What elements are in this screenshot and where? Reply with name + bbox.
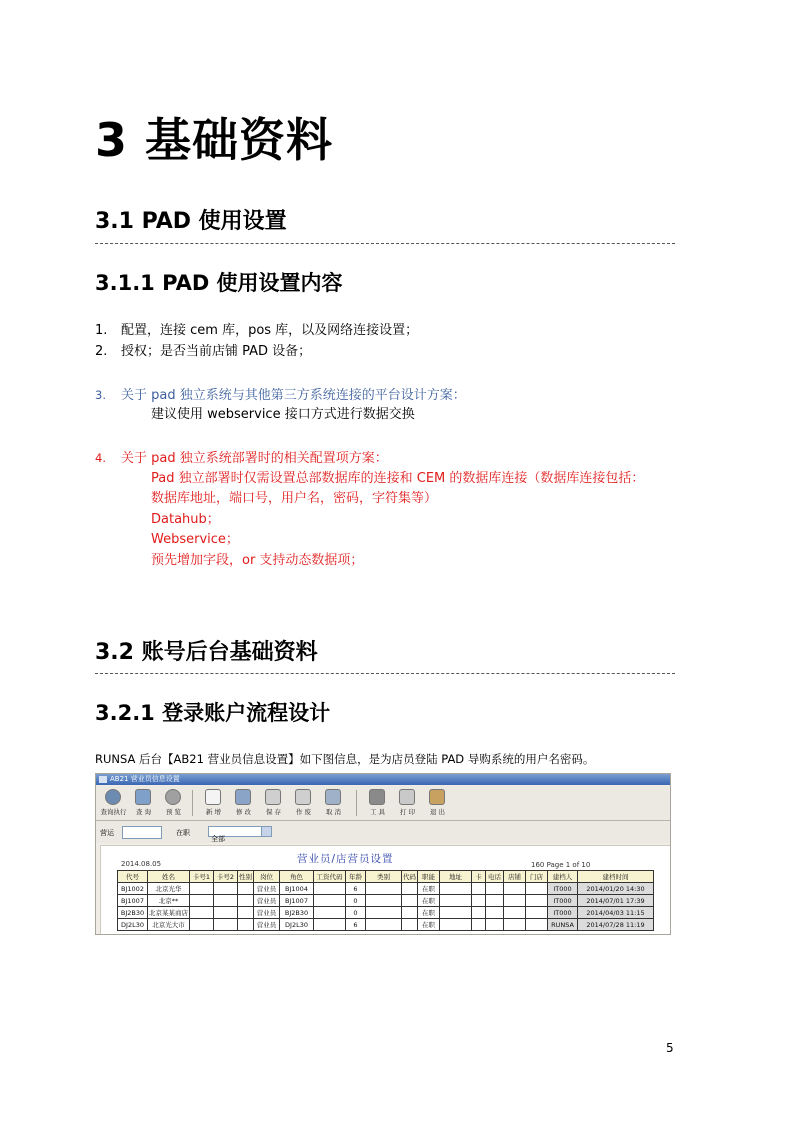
toolbar-separator: [192, 790, 193, 816]
table-cell: 北京**: [148, 895, 190, 907]
table-cell: [472, 883, 486, 895]
table-cell: 6: [346, 919, 366, 931]
table-cell: 北京某某商店: [148, 907, 190, 919]
list-item-3: [95, 385, 466, 406]
filter-label: 在职: [176, 829, 190, 837]
table-cell: 在职: [418, 907, 440, 919]
window-title: AB21 营业员信息设置: [110, 775, 180, 783]
section-title-3-1: 3.1 PAD 使用设置: [95, 209, 287, 234]
list-text: 关于 pad 独立系统部署时的相关配置项方案：: [121, 451, 388, 466]
report-sheet: [100, 845, 671, 935]
table-cell: [402, 907, 418, 919]
toolbar-button-label: 修 改: [235, 808, 252, 816]
table-cell: [214, 883, 238, 895]
table-cell: [526, 883, 548, 895]
report-page-info: 160 Page 1 of 10: [531, 861, 591, 869]
table-cell: [190, 907, 214, 919]
list-item-3-detail: 建议使用 webservice 接口方式进行数据交换: [151, 407, 415, 422]
table-cell: [190, 895, 214, 907]
table-cell: [238, 919, 254, 931]
table-cell: BJ2B30: [280, 907, 314, 919]
toolbar-button-label: 取 消: [325, 808, 342, 816]
table-cell: BJ1004: [280, 883, 314, 895]
toolbar-separator: [356, 790, 357, 816]
column-header: 卡: [472, 871, 486, 883]
column-header: 类别: [366, 871, 402, 883]
table-cell: BJ1007: [280, 895, 314, 907]
toolbar: [96, 786, 670, 821]
table-cell: IT000: [548, 907, 578, 919]
table-cell: [440, 919, 472, 931]
list-item-4-line: Datahub；: [151, 512, 220, 527]
table-cell: [402, 883, 418, 895]
chapter-heading: 3 基础资料: [95, 113, 334, 167]
column-header: 年龄: [346, 871, 366, 883]
table-cell: [486, 907, 504, 919]
window-icon: [99, 776, 107, 783]
table-cell: [440, 883, 472, 895]
status-select[interactable]: [208, 826, 272, 843]
column-header: 职能: [418, 871, 440, 883]
globe-gray-icon: [165, 789, 181, 805]
table-cell: [526, 907, 548, 919]
table-cell: [238, 895, 254, 907]
toolbar-button[interactable]: [160, 788, 187, 818]
toolbar-button[interactable]: [394, 788, 421, 818]
table-row[interactable]: [118, 907, 654, 919]
table-cell: [366, 907, 402, 919]
list-text: 配置，连接 cem 库，pos 库，以及网络连接设置；: [121, 323, 419, 338]
list-item: [95, 342, 311, 362]
table-cell: 6: [346, 883, 366, 895]
embedded-app-screenshot: [95, 773, 671, 935]
magnifier-icon: [135, 789, 151, 805]
table-cell: 营业员: [254, 919, 280, 931]
table-cell: BJ1002: [118, 883, 148, 895]
table-cell: [504, 883, 526, 895]
filter-label: 营运: [100, 829, 114, 837]
table-cell: [504, 895, 526, 907]
table-cell: IT000: [548, 895, 578, 907]
column-header: 店铺: [504, 871, 526, 883]
table-cell: 2014/01/20 14:30: [578, 883, 654, 895]
table-cell: 在职: [418, 883, 440, 895]
report-date: 2014.08.05: [121, 860, 162, 868]
table-cell: [526, 919, 548, 931]
table-cell: [440, 895, 472, 907]
table-cell: [190, 883, 214, 895]
column-header: 电话: [486, 871, 504, 883]
list-item-4-line: Webservice；: [151, 532, 239, 547]
column-header: 建档时间: [578, 871, 654, 883]
toolbar-button-label: 退 出: [429, 808, 446, 816]
table-cell: 2014/07/28 11:19: [578, 919, 654, 931]
section-divider: [95, 243, 675, 244]
list-item-4-line: Pad 独立部署时仅需设置总部数据库的连接和 CEM 的数据库连接（数据库连接包括：: [151, 471, 645, 486]
table-cell: [472, 907, 486, 919]
list-number: 3.: [95, 388, 106, 402]
table-cell: DJ2L30: [118, 919, 148, 931]
filter-bar: [96, 821, 670, 843]
globe-icon: [105, 789, 121, 805]
list-item: [95, 321, 418, 341]
table-cell: [214, 919, 238, 931]
filter-input[interactable]: [122, 826, 162, 839]
toolbar-button-label: 工 具: [369, 808, 386, 816]
status-select-value: 全部: [211, 835, 225, 843]
window-titlebar: [96, 774, 670, 785]
table-cell: [366, 895, 402, 907]
column-header: 性别: [238, 871, 254, 883]
table-cell: 营业员: [254, 883, 280, 895]
column-header: 岗位: [254, 871, 280, 883]
table-cell: [314, 919, 346, 931]
section-divider: [95, 673, 675, 674]
exit-door-icon: [429, 789, 445, 805]
toolbar-button-label: 打 印: [399, 808, 416, 816]
column-header: 建档人: [548, 871, 578, 883]
section-title-3-2: 3.2 账号后台基础资料: [95, 640, 318, 665]
page-number: 5: [666, 1041, 674, 1055]
table-cell: [486, 919, 504, 931]
table-cell: [366, 883, 402, 895]
printer-icon: [399, 789, 415, 805]
table-cell: 0: [346, 907, 366, 919]
table-cell: 2014/07/01 17:39: [578, 895, 654, 907]
table-cell: DJ2L30: [280, 919, 314, 931]
toolbar-button[interactable]: [230, 788, 257, 818]
table-cell: [526, 895, 548, 907]
toolbar-button[interactable]: [260, 788, 287, 818]
table-cell: 营业员: [254, 895, 280, 907]
intro-paragraph: RUNSA 后台【AB21 营业员信息设置】如下图信息，是为店员登陆 PAD 导购系统的用户名密码。: [95, 752, 595, 766]
table-row[interactable]: [118, 895, 654, 907]
table-cell: [440, 907, 472, 919]
column-header: 姓名: [148, 871, 190, 883]
chevron-down-icon[interactable]: [261, 827, 271, 836]
cancel-doc-icon: [295, 789, 311, 805]
table-cell: [472, 919, 486, 931]
table-cell: [314, 907, 346, 919]
column-header: 卡号2: [214, 871, 238, 883]
toolbar-button-label: 查 询: [135, 808, 152, 816]
staff-table: [117, 870, 654, 931]
table-cell: 0: [346, 895, 366, 907]
table-cell: [366, 919, 402, 931]
list-item-4-line: 数据库地址，端口号，用户名，密码，字符集等）: [151, 491, 438, 506]
subsection-title-3-1-1: 3.1.1 PAD 使用设置内容: [95, 271, 343, 295]
table-cell: 北京光大市: [148, 919, 190, 931]
toolbar-button[interactable]: [320, 788, 347, 818]
table-cell: BJ1007: [118, 895, 148, 907]
table-row[interactable]: [118, 919, 654, 931]
table-cell: [402, 895, 418, 907]
table-cell: [190, 919, 214, 931]
table-cell: [214, 895, 238, 907]
toolbar-button-label: 作 废: [295, 808, 312, 816]
column-header: 工资代码: [314, 871, 346, 883]
table-cell: [504, 907, 526, 919]
toolbar-button-label: 保 存: [265, 808, 282, 816]
table-cell: [238, 883, 254, 895]
list-item-4-line: 预先增加字段，or 支持动态数据项；: [151, 553, 364, 568]
toolbar-button[interactable]: [364, 788, 391, 818]
list-item-4: [95, 448, 388, 469]
table-cell: 2014/04/03 11:15: [578, 907, 654, 919]
table-cell: 北京光华: [148, 883, 190, 895]
column-header: 角色: [280, 871, 314, 883]
column-header: 代号: [118, 871, 148, 883]
table-cell: 营业员: [254, 907, 280, 919]
column-header: 卡号1: [190, 871, 214, 883]
table-cell: [486, 883, 504, 895]
save-icon: [265, 789, 281, 805]
pencil-icon: [235, 789, 251, 805]
table-row[interactable]: [118, 883, 654, 895]
table-cell: [314, 895, 346, 907]
table-header-row: [118, 871, 654, 883]
table-cell: RUNSA: [548, 919, 578, 931]
subsection-title-3-2-1: 3.2.1 登录账户流程设计: [95, 701, 331, 725]
table-cell: [214, 907, 238, 919]
undo-icon: [325, 789, 341, 805]
list-number: 2.: [95, 344, 108, 359]
toolbar-button[interactable]: [100, 788, 127, 818]
tools-icon: [369, 789, 385, 805]
table-cell: [472, 895, 486, 907]
table-cell: [314, 883, 346, 895]
list-number: 1.: [95, 323, 108, 338]
table-cell: 在职: [418, 919, 440, 931]
toolbar-button[interactable]: [200, 788, 227, 818]
table-cell: [504, 919, 526, 931]
new-doc-icon: [205, 789, 221, 805]
column-header: 地址: [440, 871, 472, 883]
table-cell: IT000: [548, 883, 578, 895]
table-cell: [238, 907, 254, 919]
list-text: 关于 pad 独立系统与其他第三方系统连接的平台设计方案：: [121, 388, 466, 403]
table-cell: [486, 895, 504, 907]
report-title: 营业员/店营员设置: [297, 853, 394, 865]
column-header: 门店: [526, 871, 548, 883]
toolbar-button-label: 预 览: [165, 808, 182, 816]
table-cell: 在职: [418, 895, 440, 907]
toolbar-button[interactable]: [424, 788, 451, 818]
column-header: 代码: [402, 871, 418, 883]
list-number: 4.: [95, 451, 106, 465]
toolbar-button-label: 查询执行: [100, 808, 127, 816]
list-text: 授权；是否当前店铺 PAD 设备；: [121, 344, 312, 359]
toolbar-button[interactable]: [290, 788, 317, 818]
toolbar-button-label: 新 增: [205, 808, 222, 816]
table-cell: [402, 919, 418, 931]
table-cell: BJ2B30: [118, 907, 148, 919]
toolbar-button[interactable]: [130, 788, 157, 818]
